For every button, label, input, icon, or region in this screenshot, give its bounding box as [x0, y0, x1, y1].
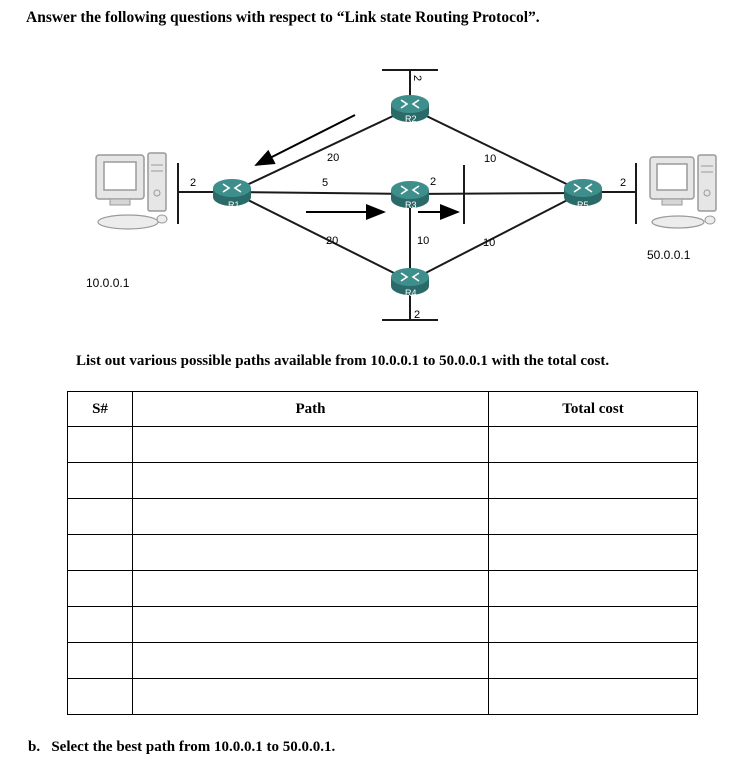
router-r3 — [391, 181, 429, 210]
cell-path — [133, 535, 489, 571]
cell-path — [133, 427, 489, 463]
table-row — [68, 679, 698, 715]
cell-path — [133, 571, 489, 607]
cost-r2-r5: 10 — [484, 153, 497, 165]
cell-path — [133, 643, 489, 679]
link-r4-r5 — [410, 192, 583, 281]
cost-r4-stub: 2 — [414, 309, 421, 321]
computer-icon-left — [96, 153, 167, 229]
network-diagram — [0, 0, 739, 345]
cell-cost — [489, 679, 698, 715]
router-r2 — [391, 95, 429, 124]
cell-sn — [68, 427, 133, 463]
router-r2-label: R2 — [405, 114, 417, 124]
host-ip-right: 50.0.0.1 — [647, 248, 691, 262]
cost-r3-r4: 10 — [417, 235, 430, 247]
cost-r1-r3: 5 — [322, 177, 329, 189]
question-heading: Answer the following questions with respect to “Link state Routing Protocol”. — [26, 9, 540, 26]
cell-path — [133, 463, 489, 499]
host-ip-left: 10.0.0.1 — [86, 276, 130, 290]
header-sn: S# — [68, 392, 133, 427]
cell-cost — [489, 571, 698, 607]
link-r3-r5 — [410, 193, 583, 194]
question-part-a: List out various possible paths available from 10.0.0.1 to 50.0.0.1 with the total cost. — [76, 353, 610, 369]
header-path: Path — [133, 392, 489, 427]
cost-r1-stub: 2 — [190, 177, 197, 189]
cost-r1-r4: 20 — [326, 235, 339, 247]
router-r5 — [564, 179, 602, 210]
table-row — [68, 463, 698, 499]
router-r1-label: R1 — [228, 200, 240, 210]
cell-sn — [68, 643, 133, 679]
cell-sn — [68, 499, 133, 535]
router-r4-label: R4 — [405, 288, 417, 298]
cell-cost — [489, 535, 698, 571]
router-r4 — [391, 268, 429, 298]
cell-cost — [489, 499, 698, 535]
cell-sn — [68, 679, 133, 715]
link-r1-r4 — [232, 192, 410, 281]
cost-r1-r2: 20 — [327, 152, 340, 164]
cost-r2-stub: 2 — [411, 75, 423, 82]
cell-sn — [68, 535, 133, 571]
cell-path — [133, 607, 489, 643]
link-r1-r3 — [232, 192, 410, 194]
cell-cost — [489, 427, 698, 463]
table-row — [68, 607, 698, 643]
computer-icon-right — [650, 155, 716, 228]
cell-cost — [489, 463, 698, 499]
router-r3-label: R3 — [405, 200, 417, 210]
cost-r3-stub: 2 — [430, 176, 437, 188]
paths-table — [67, 391, 698, 715]
cell-path — [133, 499, 489, 535]
cell-path — [133, 679, 489, 715]
table-row — [68, 499, 698, 535]
router-r5-label: R5 — [577, 200, 589, 210]
cell-sn — [68, 571, 133, 607]
table-row — [68, 571, 698, 607]
cell-cost — [489, 607, 698, 643]
cost-r5-stub: 2 — [620, 177, 627, 189]
link-r1-r2 — [232, 108, 410, 192]
cell-sn — [68, 607, 133, 643]
cell-cost — [489, 643, 698, 679]
cell-sn — [68, 463, 133, 499]
cost-r4-r5: 10 — [483, 237, 496, 249]
table-header-row — [68, 392, 698, 427]
header-total-cost: Total cost — [489, 392, 698, 427]
table-row — [68, 535, 698, 571]
table-row — [68, 427, 698, 463]
question-part-b: b. Select the best path from 10.0.0.1 to 50.0.0.1. — [28, 739, 336, 755]
router-r1 — [213, 179, 251, 210]
table-row — [68, 643, 698, 679]
